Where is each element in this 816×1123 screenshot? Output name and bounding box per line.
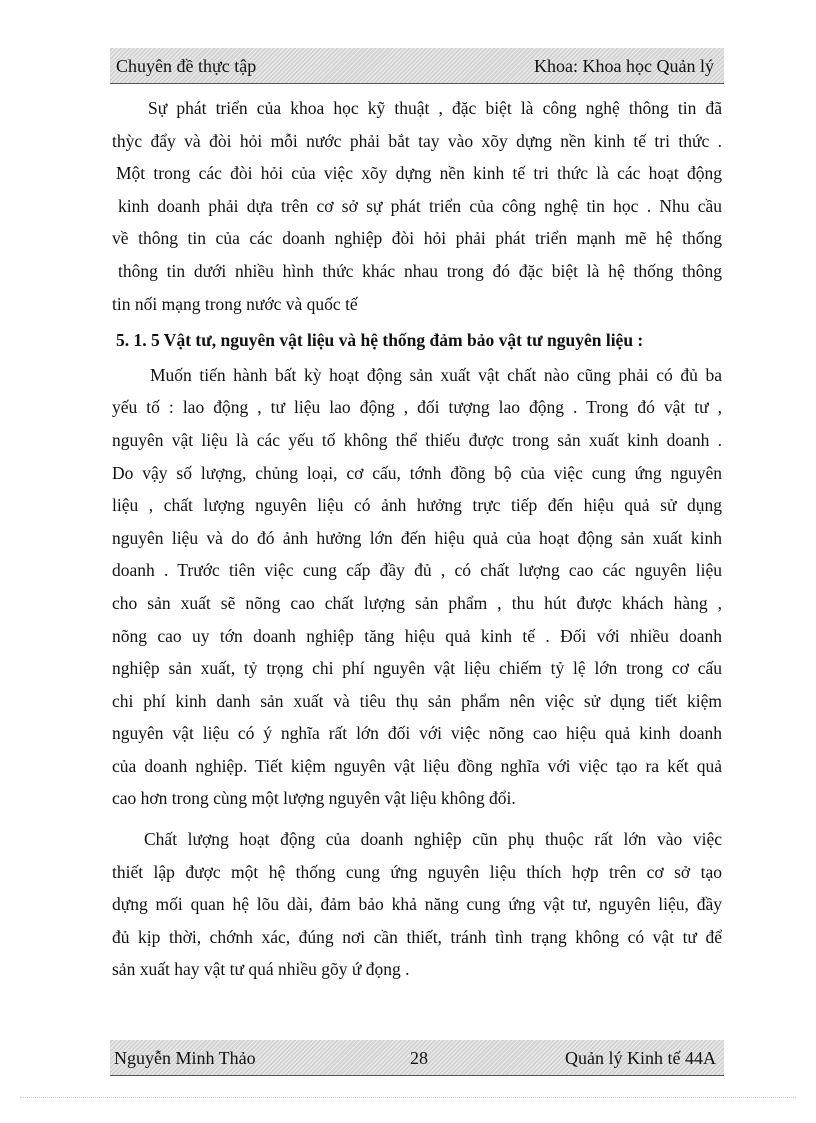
page-footer (110, 1040, 724, 1076)
footer-author: Nguyễn Minh Thảo (114, 1048, 256, 1068)
paragraph-2 (112, 359, 722, 815)
text-line: dựng mối quan hệ lõu dài, đảm bảo khả năng cung ứng vật tư, nguyên liệu, đầy (112, 894, 722, 915)
text-line: nguyên vật liệu là các yếu tố không thể thiếu được trong sản xuất kinh doanh . (112, 429, 722, 450)
text-line: sản xuất hay vật tư quá nhiều gõy ứ đọng . (112, 959, 410, 980)
paragraph-3 (112, 823, 722, 986)
text-line: Do vậy số lượng, chủng loại, cơ cấu, tớnh đồng bộ của việc cung ứng nguyên (112, 462, 722, 483)
document-body (112, 92, 722, 986)
text-line: kinh doanh phải dựa trên cơ sở sự phát triển của công nghệ tin học . Nhu cầu (118, 195, 722, 216)
text-line: doanh . Trước tiên việc cung cấp đầy đủ , có chất lượng cao các nguyên liệu (112, 560, 722, 581)
text-line: Một trong các đòi hỏi của việc xõy dựng nền kinh tế tri thức là các hoạt động (116, 163, 722, 184)
text-line: nguyên liệu và do đó ảnh hưởng lớn đến hiệu quả của hoạt động sản xuất kinh (112, 527, 722, 548)
text-line: thiết lập được một hệ thống cung ứng nguyên liệu thích hợp trên cơ sở tạo (112, 861, 722, 882)
text-line: liệu , chất lượng nguyên liệu có ảnh hưởng trực tiếp đến hiệu quả sử dụng (112, 495, 722, 516)
text-line: về thông tin của các doanh nghiệp đòi hỏi phải phát triển mạnh mẽ hệ thống (112, 228, 722, 249)
text-line: thông tin dưới nhiều hình thức khác nhau trong đó đặc biệt là hệ thống thông (118, 260, 722, 281)
paragraph-1 (112, 92, 722, 320)
header-title: Chuyên đề thực tập (116, 56, 257, 76)
text-line: nguyên vật liệu có ý nghĩa rất lớn đối với việc nõng cao hiệu quả kinh doanh (112, 723, 722, 744)
text-line: đủ kịp thời, chớnh xác, đúng nơi cần thiết, tránh tình trạng không có vật tư để (112, 926, 722, 947)
page-header (110, 48, 724, 84)
text-line: cao hơn trong cùng một lượng nguyên vật liệu không đổi. (112, 788, 516, 809)
text-line: yếu tố : lao động , tư liệu lao động , đối tượng lao động . Trong đó vật tư , (112, 397, 722, 418)
text-line: Chất lượng hoạt động của doanh nghiệp cũn phụ thuộc rất lớn vào việc (144, 829, 722, 850)
page-bottom-divider (20, 1097, 796, 1098)
section-heading: 5. 1. 5 Vật tư, nguyên vật liệu và hệ thống đảm bảo vật tư nguyên liệu : (116, 330, 644, 351)
text-line: nõng cao uy tớn doanh nghiệp tăng hiệu quả kinh tế . Đối với nhiều doanh (112, 625, 722, 646)
text-line: thỳc đẩy và đòi hỏi mỗi nước phải bắt tay vào xõy dựng nền kinh tế tri thức . (112, 130, 722, 151)
text-line: của doanh nghiệp. Tiết kiệm nguyên vật liệu đồng nghĩa với việc tạo ra kết quả (112, 755, 722, 776)
text-line: Sự phát triển của khoa học kỹ thuật , đặc biệt là công nghệ thông tin đã (148, 98, 722, 118)
page-number: 28 (410, 1048, 428, 1068)
text-line: tin nối mạng trong nước và quốc tế (112, 293, 358, 314)
footer-class: Quản lý Kinh tế 44A (565, 1048, 716, 1068)
header-department: Khoa: Khoa học Quản lý (534, 56, 714, 76)
text-line: nghiệp sản xuất, tỷ trọng chi phí nguyên vật liệu chiếm tỷ lệ lớn trong cơ cấu (112, 658, 722, 679)
text-line: Muốn tiến hành bất kỳ hoạt động sản xuất vật chất nào cũng phải có đủ ba (150, 364, 722, 385)
text-line: chi phí kinh danh sản xuất và tiêu thụ sản phẩm nên việc sử dụng tiết kiệm (112, 690, 722, 711)
text-line: cho sản xuất sẽ nõng cao chất lượng sản phẩm , thu hút được khách hàng , (112, 592, 722, 613)
